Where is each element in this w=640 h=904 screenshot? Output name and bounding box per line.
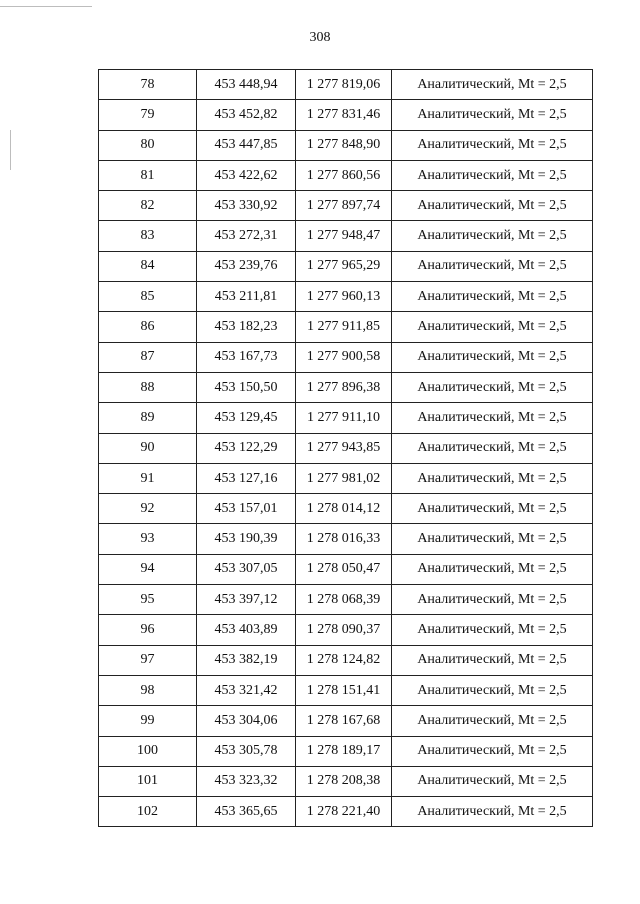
method-cell: Аналитический, Mt = 2,5 — [392, 524, 593, 554]
point-number-cell: 96 — [99, 615, 197, 645]
x-coordinate-cell: 453 452,82 — [197, 100, 296, 130]
x-coordinate-cell: 453 448,94 — [197, 70, 296, 100]
point-number-cell: 90 — [99, 433, 197, 463]
y-coordinate-cell: 1 277 819,06 — [296, 70, 392, 100]
table-row — [99, 554, 593, 584]
point-number-cell: 80 — [99, 130, 197, 160]
table-row — [99, 433, 593, 463]
point-number-cell: 91 — [99, 463, 197, 493]
table-row — [99, 494, 593, 524]
method-cell: Аналитический, Mt = 2,5 — [392, 372, 593, 402]
method-cell: Аналитический, Mt = 2,5 — [392, 403, 593, 433]
x-coordinate-cell: 453 127,16 — [197, 463, 296, 493]
table-row — [99, 100, 593, 130]
table-row — [99, 342, 593, 372]
table-row — [99, 736, 593, 766]
scan-artifact-top — [0, 6, 92, 7]
scan-artifact-left-edge — [10, 130, 11, 170]
method-cell: Аналитический, Mt = 2,5 — [392, 615, 593, 645]
point-number-cell: 85 — [99, 282, 197, 312]
table-row — [99, 403, 593, 433]
page-number: 308 — [309, 30, 331, 45]
x-coordinate-cell: 453 157,01 — [197, 494, 296, 524]
point-number-cell: 89 — [99, 403, 197, 433]
table-row — [99, 372, 593, 402]
y-coordinate-cell: 1 277 943,85 — [296, 433, 392, 463]
y-coordinate-cell: 1 277 948,47 — [296, 221, 392, 251]
point-number-cell: 81 — [99, 160, 197, 190]
method-cell: Аналитический, Mt = 2,5 — [392, 221, 593, 251]
point-number-cell: 99 — [99, 706, 197, 736]
y-coordinate-cell: 1 278 068,39 — [296, 585, 392, 615]
y-coordinate-cell: 1 278 014,12 — [296, 494, 392, 524]
x-coordinate-cell: 453 211,81 — [197, 282, 296, 312]
table-row — [99, 797, 593, 827]
method-cell: Аналитический, Mt = 2,5 — [392, 736, 593, 766]
y-coordinate-cell: 1 277 848,90 — [296, 130, 392, 160]
method-cell: Аналитический, Mt = 2,5 — [392, 282, 593, 312]
method-cell: Аналитический, Mt = 2,5 — [392, 191, 593, 221]
point-number-cell: 84 — [99, 251, 197, 281]
x-coordinate-cell: 453 307,05 — [197, 554, 296, 584]
x-coordinate-cell: 453 182,23 — [197, 312, 296, 342]
x-coordinate-cell: 453 382,19 — [197, 645, 296, 675]
y-coordinate-cell: 1 277 860,56 — [296, 160, 392, 190]
x-coordinate-cell: 453 365,65 — [197, 797, 296, 827]
method-cell: Аналитический, Mt = 2,5 — [392, 554, 593, 584]
y-coordinate-cell: 1 278 124,82 — [296, 645, 392, 675]
point-number-cell: 93 — [99, 524, 197, 554]
table-row — [99, 463, 593, 493]
x-coordinate-cell: 453 167,73 — [197, 342, 296, 372]
method-cell: Аналитический, Mt = 2,5 — [392, 645, 593, 675]
table-row — [99, 706, 593, 736]
y-coordinate-cell: 1 277 965,29 — [296, 251, 392, 281]
table-row — [99, 282, 593, 312]
method-cell: Аналитический, Mt = 2,5 — [392, 675, 593, 705]
y-coordinate-cell: 1 278 016,33 — [296, 524, 392, 554]
x-coordinate-cell: 453 190,39 — [197, 524, 296, 554]
method-cell: Аналитический, Mt = 2,5 — [392, 433, 593, 463]
x-coordinate-cell: 453 447,85 — [197, 130, 296, 160]
table-row — [99, 766, 593, 796]
x-coordinate-cell: 453 122,29 — [197, 433, 296, 463]
x-coordinate-cell: 453 330,92 — [197, 191, 296, 221]
x-coordinate-cell: 453 150,50 — [197, 372, 296, 402]
x-coordinate-cell: 453 397,12 — [197, 585, 296, 615]
x-coordinate-cell: 453 239,76 — [197, 251, 296, 281]
x-coordinate-cell: 453 129,45 — [197, 403, 296, 433]
point-number-cell: 97 — [99, 645, 197, 675]
method-cell: Аналитический, Mt = 2,5 — [392, 160, 593, 190]
method-cell: Аналитический, Mt = 2,5 — [392, 494, 593, 524]
point-number-cell: 78 — [99, 70, 197, 100]
method-cell: Аналитический, Mt = 2,5 — [392, 463, 593, 493]
point-number-cell: 102 — [99, 797, 197, 827]
table-row — [99, 524, 593, 554]
point-number-cell: 92 — [99, 494, 197, 524]
table-row — [99, 615, 593, 645]
table-row — [99, 160, 593, 190]
x-coordinate-cell: 453 272,31 — [197, 221, 296, 251]
x-coordinate-cell: 453 422,62 — [197, 160, 296, 190]
table-row — [99, 130, 593, 160]
y-coordinate-cell: 1 277 960,13 — [296, 282, 392, 312]
method-cell: Аналитический, Mt = 2,5 — [392, 797, 593, 827]
table-row — [99, 312, 593, 342]
method-cell: Аналитический, Mt = 2,5 — [392, 706, 593, 736]
table-row — [99, 191, 593, 221]
point-number-cell: 86 — [99, 312, 197, 342]
point-number-cell: 87 — [99, 342, 197, 372]
x-coordinate-cell: 453 305,78 — [197, 736, 296, 766]
method-cell: Аналитический, Mt = 2,5 — [392, 342, 593, 372]
table-row — [99, 70, 593, 100]
y-coordinate-cell: 1 277 911,10 — [296, 403, 392, 433]
point-number-cell: 83 — [99, 221, 197, 251]
table-row — [99, 221, 593, 251]
table-row — [99, 251, 593, 281]
table-row — [99, 585, 593, 615]
point-number-cell: 101 — [99, 766, 197, 796]
point-number-cell: 79 — [99, 100, 197, 130]
y-coordinate-cell: 1 278 151,41 — [296, 675, 392, 705]
y-coordinate-cell: 1 277 897,74 — [296, 191, 392, 221]
method-cell: Аналитический, Mt = 2,5 — [392, 130, 593, 160]
x-coordinate-cell: 453 304,06 — [197, 706, 296, 736]
y-coordinate-cell: 1 277 900,58 — [296, 342, 392, 372]
x-coordinate-cell: 453 403,89 — [197, 615, 296, 645]
y-coordinate-cell: 1 277 911,85 — [296, 312, 392, 342]
coordinates-table — [98, 69, 593, 827]
y-coordinate-cell: 1 278 167,68 — [296, 706, 392, 736]
method-cell: Аналитический, Mt = 2,5 — [392, 100, 593, 130]
y-coordinate-cell: 1 278 208,38 — [296, 766, 392, 796]
point-number-cell: 95 — [99, 585, 197, 615]
y-coordinate-cell: 1 278 090,37 — [296, 615, 392, 645]
y-coordinate-cell: 1 277 896,38 — [296, 372, 392, 402]
point-number-cell: 100 — [99, 736, 197, 766]
table-row — [99, 645, 593, 675]
y-coordinate-cell: 1 278 050,47 — [296, 554, 392, 584]
point-number-cell: 94 — [99, 554, 197, 584]
y-coordinate-cell: 1 278 189,17 — [296, 736, 392, 766]
point-number-cell: 98 — [99, 675, 197, 705]
point-number-cell: 88 — [99, 372, 197, 402]
y-coordinate-cell: 1 278 221,40 — [296, 797, 392, 827]
x-coordinate-cell: 453 321,42 — [197, 675, 296, 705]
point-number-cell: 82 — [99, 191, 197, 221]
method-cell: Аналитический, Mt = 2,5 — [392, 70, 593, 100]
method-cell: Аналитический, Mt = 2,5 — [392, 766, 593, 796]
y-coordinate-cell: 1 277 981,02 — [296, 463, 392, 493]
x-coordinate-cell: 453 323,32 — [197, 766, 296, 796]
method-cell: Аналитический, Mt = 2,5 — [392, 585, 593, 615]
method-cell: Аналитический, Mt = 2,5 — [392, 312, 593, 342]
table-row — [99, 675, 593, 705]
method-cell: Аналитический, Mt = 2,5 — [392, 251, 593, 281]
y-coordinate-cell: 1 277 831,46 — [296, 100, 392, 130]
